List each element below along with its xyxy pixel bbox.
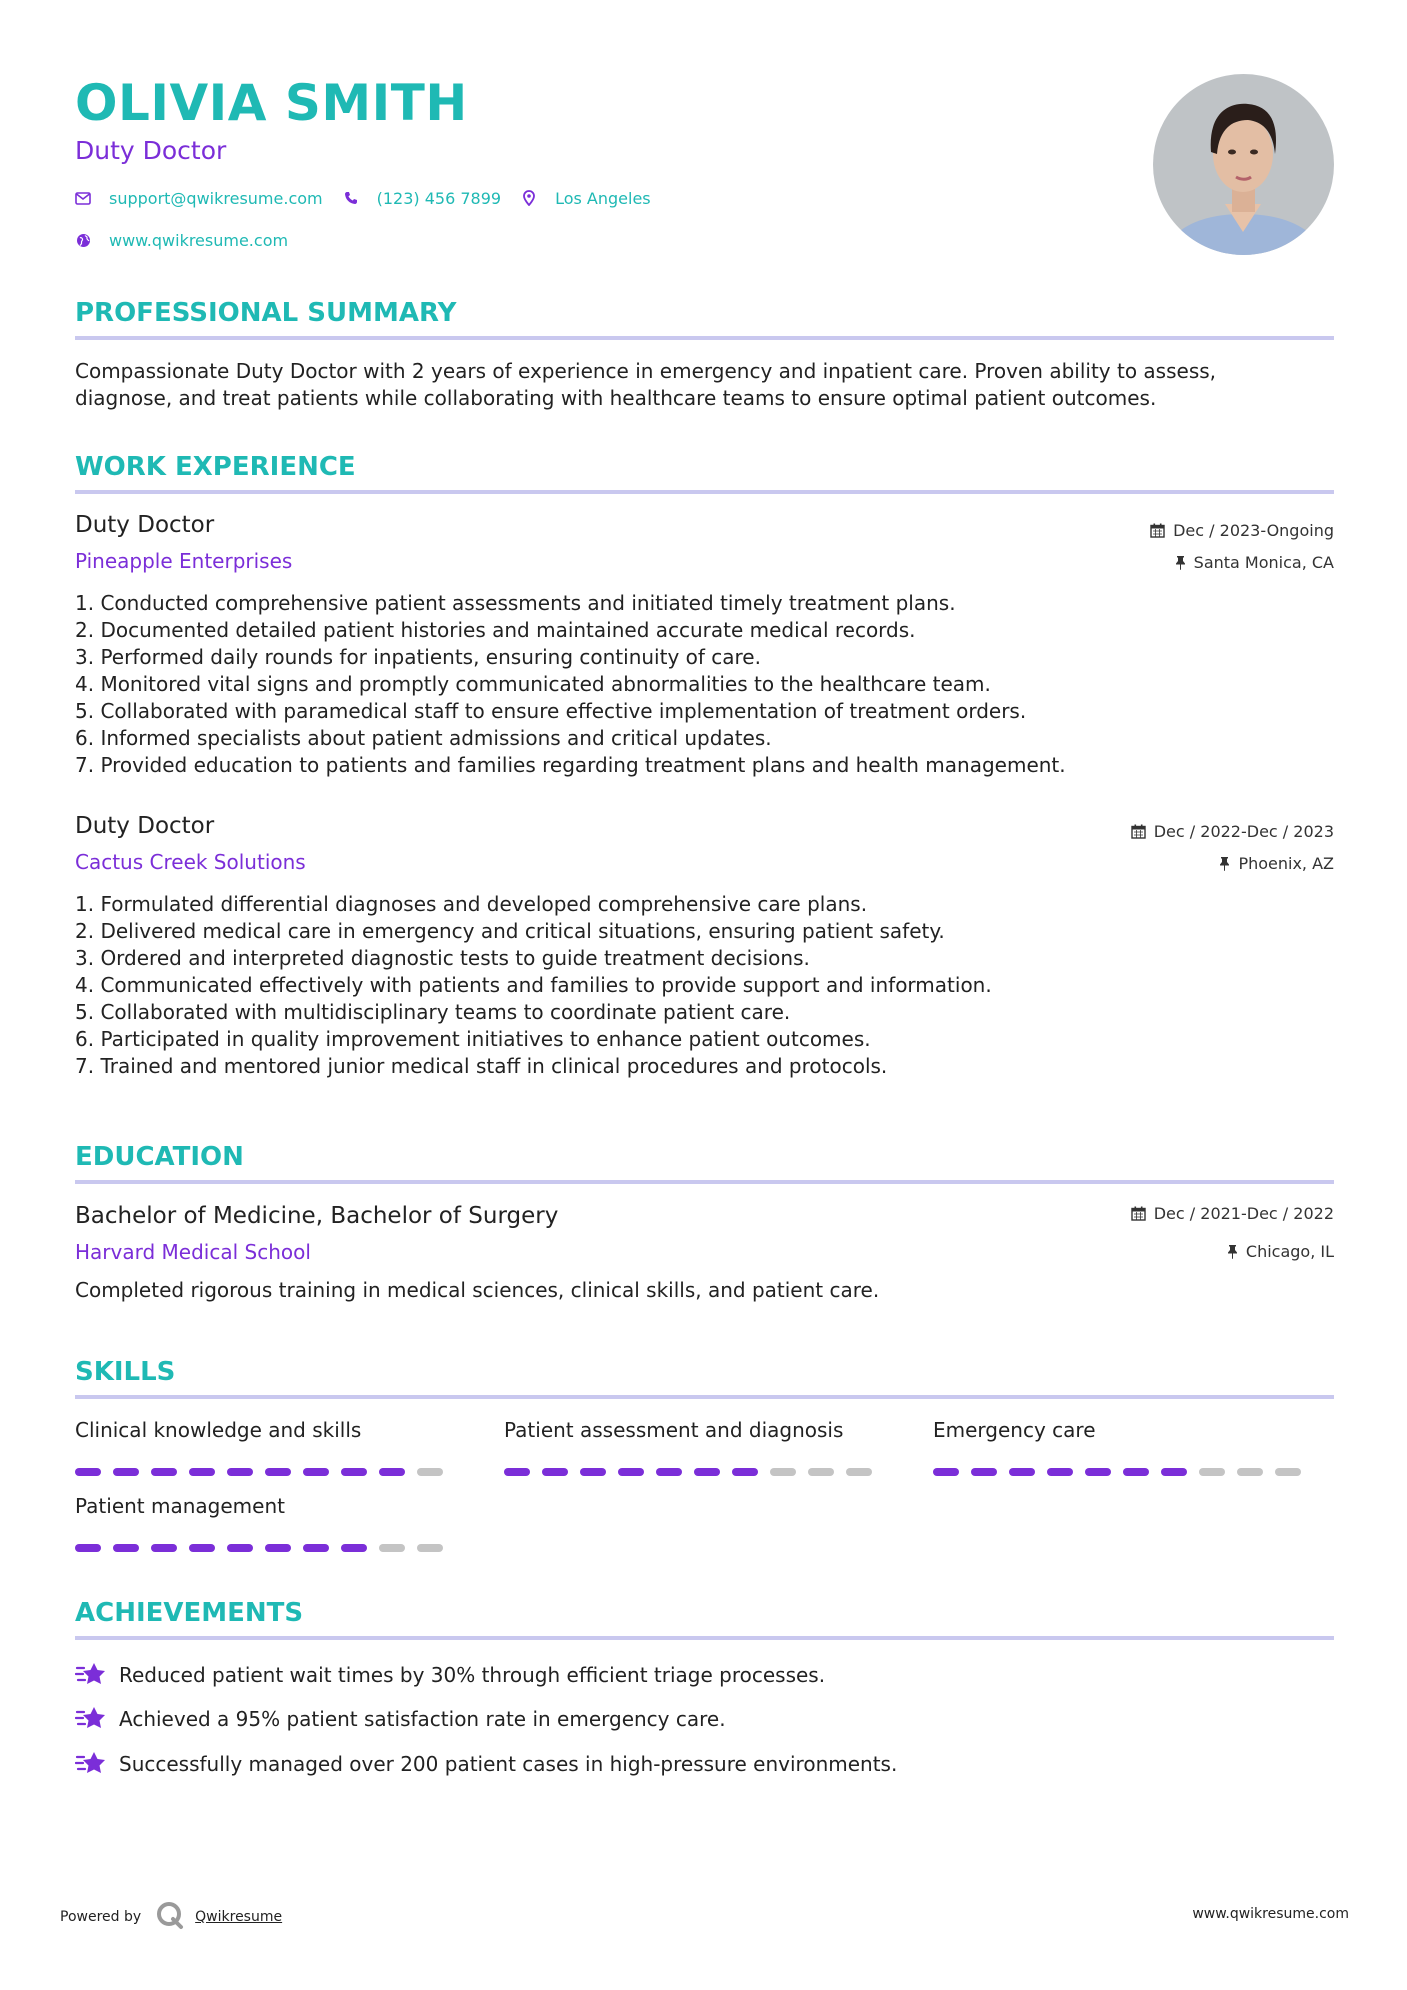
list-item: 4. Monitored vital signs and promptly communicated abnormalities to the healthcare team. bbox=[75, 672, 991, 696]
phone-text: (123) 456 7899 bbox=[376, 188, 502, 208]
phone-icon bbox=[343, 190, 359, 206]
section-divider bbox=[75, 490, 1334, 494]
list-item: 7. Provided education to patients and families regarding treatment plans and health management. bbox=[75, 753, 1066, 777]
calendar-icon bbox=[1131, 1206, 1146, 1221]
skill-segment-filled bbox=[151, 1544, 177, 1552]
skill-segment-filled bbox=[1085, 1468, 1111, 1476]
skill-segment-filled bbox=[75, 1468, 101, 1476]
pushpin-icon bbox=[1219, 856, 1230, 871]
section-title-skills: SKILLS bbox=[75, 1357, 176, 1387]
job-title: Duty Doctor bbox=[75, 813, 215, 839]
globe-icon bbox=[75, 232, 91, 248]
job-responsibilities bbox=[75, 590, 1335, 779]
star-icon bbox=[75, 1749, 109, 1779]
education-dates-text: Dec / 2021-Dec / 2022 bbox=[1153, 1204, 1334, 1223]
education-location-text: Chicago, IL bbox=[1245, 1242, 1334, 1261]
skill-segment-empty bbox=[417, 1468, 443, 1476]
list-item: 4. Communicated effectively with patients and families to provide support and information. bbox=[75, 973, 992, 997]
job-dates-text: Dec / 2023-Ongoing bbox=[1173, 521, 1334, 540]
star-icon bbox=[75, 1704, 109, 1734]
skill-segment-filled bbox=[1047, 1468, 1073, 1476]
skill-segment-filled bbox=[1161, 1468, 1187, 1476]
summary-text bbox=[75, 358, 1337, 412]
skill-segment-filled bbox=[113, 1544, 139, 1552]
list-item: 6. Participated in quality improvement initiatives to enhance patient outcomes. bbox=[75, 1027, 871, 1051]
job-location bbox=[1175, 553, 1334, 572]
footer-url[interactable]: www.qwikresume.com bbox=[1192, 1906, 1349, 1922]
list-item: 5. Collaborated with multidisciplinary teams to coordinate patient care. bbox=[75, 1000, 791, 1024]
skill-level-bar bbox=[75, 1544, 455, 1552]
section-divider bbox=[75, 1395, 1334, 1399]
skill-segment-filled bbox=[303, 1468, 329, 1476]
list-item: 3. Performed daily rounds for inpatients, ensuring continuity of care. bbox=[75, 645, 761, 669]
website-text: www.qwikresume.com bbox=[109, 230, 289, 250]
section-title-education: EDUCATION bbox=[75, 1142, 244, 1172]
company-name: Pineapple Enterprises bbox=[75, 549, 293, 573]
job-responsibilities bbox=[75, 891, 1335, 1080]
achievement-item bbox=[75, 1749, 897, 1779]
education-description: Completed rigorous training in medical sciences, clinical skills, and patient care. bbox=[75, 1278, 880, 1302]
section-divider bbox=[75, 336, 1334, 340]
job-location-text: Phoenix, AZ bbox=[1238, 854, 1334, 873]
skill-segment-filled bbox=[504, 1468, 530, 1476]
skill-segment-filled bbox=[933, 1468, 959, 1476]
powered-by-text: Powered by bbox=[60, 1909, 142, 1925]
skill-segment-empty bbox=[846, 1468, 872, 1476]
job-location-text: Santa Monica, CA bbox=[1193, 553, 1334, 572]
skill-segment-filled bbox=[189, 1544, 215, 1552]
contact-website[interactable] bbox=[75, 231, 288, 250]
skill-level-bar bbox=[504, 1468, 884, 1476]
envelope-icon bbox=[75, 190, 91, 206]
contact-email[interactable] bbox=[75, 189, 323, 208]
section-title-achievements: ACHIEVEMENTS bbox=[75, 1598, 304, 1628]
summary-line: diagnose, and treat patients while collaborating with healthcare teams to ensure optimal patient outcomes. bbox=[75, 386, 1157, 410]
skill-segment-empty bbox=[1237, 1468, 1263, 1476]
skill-segment-filled bbox=[580, 1468, 606, 1476]
skill-segment-empty bbox=[417, 1544, 443, 1552]
calendar-icon bbox=[1150, 523, 1165, 538]
skill-item bbox=[933, 1418, 1313, 1476]
skill-segment-filled bbox=[694, 1468, 720, 1476]
email-text: support@qwikresume.com bbox=[109, 188, 323, 208]
list-item: 2. Delivered medical care in emergency and critical situations, ensuring patient safety. bbox=[75, 919, 945, 943]
achievement-text: Successfully managed over 200 patient cases in high-pressure environments. bbox=[119, 1752, 898, 1776]
job-title: Duty Doctor bbox=[75, 512, 215, 538]
qwikresume-logo-icon bbox=[155, 1900, 185, 1934]
skill-segment-filled bbox=[113, 1468, 139, 1476]
skill-item bbox=[75, 1418, 455, 1476]
pushpin-icon bbox=[1175, 555, 1186, 570]
skill-segment-filled bbox=[227, 1544, 253, 1552]
skill-segment-empty bbox=[1275, 1468, 1301, 1476]
list-item: 1. Formulated differential diagnoses and developed comprehensive care plans. bbox=[75, 892, 868, 916]
achievement-text: Reduced patient wait times by 30% through efficient triage processes. bbox=[119, 1663, 826, 1687]
skill-segment-filled bbox=[656, 1468, 682, 1476]
candidate-role: Duty Doctor bbox=[75, 136, 227, 165]
calendar-icon bbox=[1131, 824, 1146, 839]
job-dates bbox=[1150, 521, 1334, 540]
list-item: 6. Informed specialists about patient admissions and critical updates. bbox=[75, 726, 772, 750]
skill-segment-filled bbox=[1009, 1468, 1035, 1476]
skill-segment-filled bbox=[227, 1468, 253, 1476]
list-item: 7. Trained and mentored junior medical staff in clinical procedures and protocols. bbox=[75, 1054, 888, 1078]
skill-segment-filled bbox=[189, 1468, 215, 1476]
skill-segment-filled bbox=[732, 1468, 758, 1476]
skill-segment-empty bbox=[770, 1468, 796, 1476]
education-location bbox=[1227, 1242, 1334, 1261]
skill-segment-filled bbox=[971, 1468, 997, 1476]
profile-photo bbox=[1153, 74, 1334, 255]
brand-link[interactable]: Qwikresume bbox=[195, 1909, 283, 1925]
job-dates bbox=[1131, 822, 1334, 841]
skill-item bbox=[504, 1418, 884, 1476]
skill-segment-filled bbox=[151, 1468, 177, 1476]
pushpin-icon bbox=[1227, 1244, 1238, 1259]
job-location bbox=[1219, 854, 1334, 873]
skill-segment-filled bbox=[1123, 1468, 1149, 1476]
skill-segment-filled bbox=[341, 1468, 367, 1476]
school-name: Harvard Medical School bbox=[75, 1240, 311, 1264]
skill-item bbox=[75, 1494, 455, 1552]
skill-name: Patient management bbox=[75, 1494, 285, 1518]
skill-segment-filled bbox=[618, 1468, 644, 1476]
section-divider bbox=[75, 1180, 1334, 1184]
skill-level-bar bbox=[75, 1468, 455, 1476]
contact-info bbox=[75, 186, 671, 270]
skill-segment-filled bbox=[265, 1544, 291, 1552]
star-icon bbox=[75, 1660, 109, 1690]
summary-line: Compassionate Duty Doctor with 2 years of experience in emergency and inpatient care. Proven ability to assess, bbox=[75, 359, 1217, 383]
skill-segment-filled bbox=[265, 1468, 291, 1476]
list-item: 2. Documented detailed patient histories and maintained accurate medical records. bbox=[75, 618, 916, 642]
skill-segment-empty bbox=[808, 1468, 834, 1476]
map-pin-icon bbox=[521, 190, 537, 206]
list-item: 5. Collaborated with paramedical staff to ensure effective implementation of treatment orders. bbox=[75, 699, 1027, 723]
skill-segment-empty bbox=[379, 1544, 405, 1552]
section-divider bbox=[75, 1636, 1334, 1640]
skill-segment-filled bbox=[75, 1544, 101, 1552]
education-dates bbox=[1131, 1204, 1334, 1223]
skill-name: Clinical knowledge and skills bbox=[75, 1418, 362, 1442]
location-text: Los Angeles bbox=[555, 188, 651, 208]
skill-segment-filled bbox=[379, 1468, 405, 1476]
achievement-item bbox=[75, 1704, 726, 1734]
candidate-name: OLIVIA SMITH bbox=[75, 74, 468, 132]
skill-level-bar bbox=[933, 1468, 1313, 1476]
company-name: Cactus Creek Solutions bbox=[75, 850, 306, 874]
contact-phone[interactable] bbox=[343, 189, 501, 208]
job-dates-text: Dec / 2022-Dec / 2023 bbox=[1153, 822, 1334, 841]
list-item: 1. Conducted comprehensive patient assessments and initiated timely treatment plans. bbox=[75, 591, 956, 615]
skill-name: Emergency care bbox=[933, 1418, 1096, 1442]
section-title-experience: WORK EXPERIENCE bbox=[75, 452, 356, 482]
skill-name: Patient assessment and diagnosis bbox=[504, 1418, 844, 1442]
list-item: 3. Ordered and interpreted diagnostic tests to guide treatment decisions. bbox=[75, 946, 810, 970]
skill-segment-filled bbox=[542, 1468, 568, 1476]
achievement-text: Achieved a 95% patient satisfaction rate in emergency care. bbox=[119, 1707, 726, 1731]
degree-title: Bachelor of Medicine, Bachelor of Surgery bbox=[75, 1203, 559, 1229]
contact-location bbox=[521, 189, 651, 208]
skill-segment-filled bbox=[341, 1544, 367, 1552]
achievement-item bbox=[75, 1660, 825, 1690]
footer-powered-by bbox=[60, 1900, 282, 1934]
skill-segment-filled bbox=[303, 1544, 329, 1552]
section-title-summary: PROFESSIONAL SUMMARY bbox=[75, 298, 457, 328]
skill-segment-empty bbox=[1199, 1468, 1225, 1476]
